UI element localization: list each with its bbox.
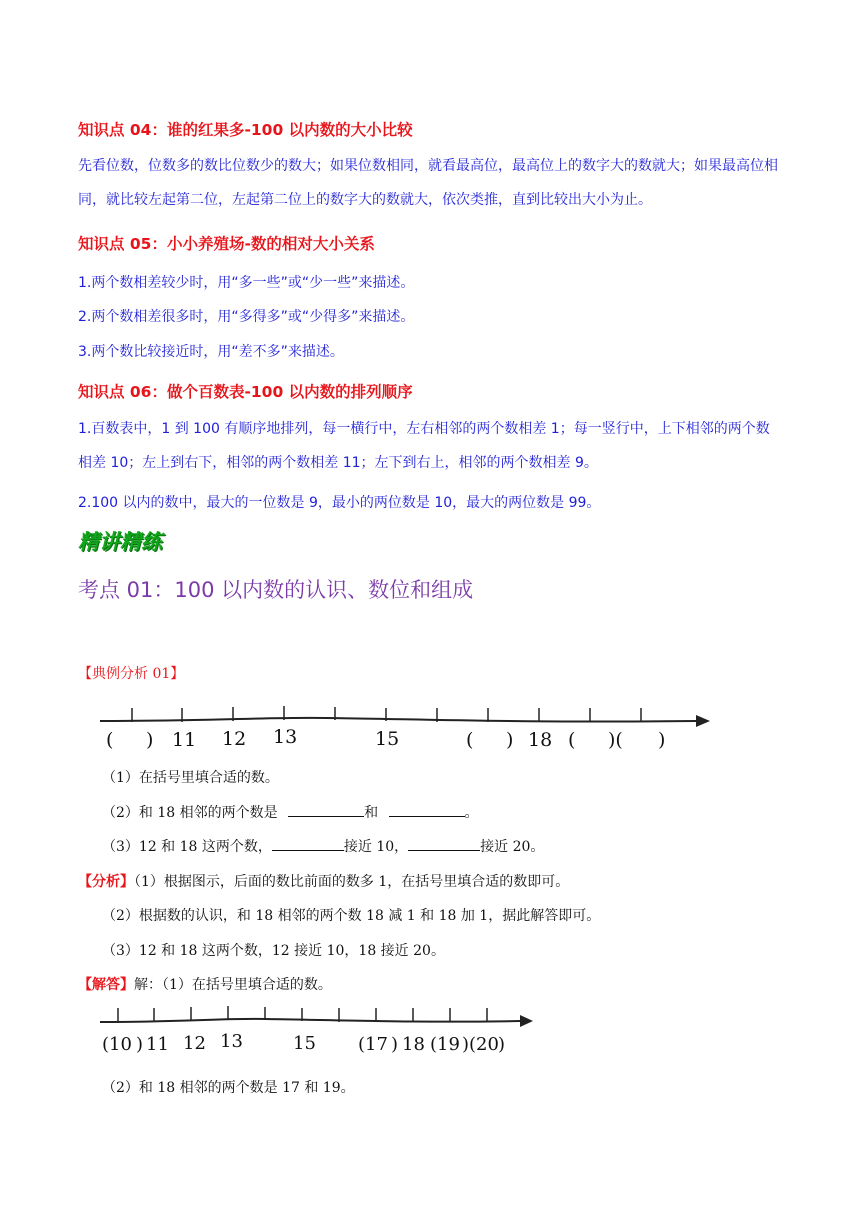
question-2-text: （2）和 18 相邻的两个数是 xyxy=(102,805,278,821)
nl2-paren-close-17: ) xyxy=(391,1034,399,1055)
answer-line-1 xyxy=(78,974,332,994)
number-line-arrow-icon xyxy=(696,715,710,727)
answer-intro: 解：（1）在括号里填合适的数。 xyxy=(134,977,332,993)
knowledge-05-line-2: 2.两个数相差很多时，用“多得多”或“少得多”来描述。 xyxy=(78,309,415,325)
knowledge-05-line-3: 3.两个数比较接近时，用“差不多”来描述。 xyxy=(78,344,344,360)
nl1-paren-open-17: ( xyxy=(466,729,474,751)
nl1-label-15: 15 xyxy=(375,728,400,750)
nl1-label-11: 11 xyxy=(172,729,197,751)
nl2-label-15: 15 xyxy=(293,1033,316,1054)
nl1-paren-open-19: ( xyxy=(568,729,576,751)
knowledge-heading-05: 知识点 05：小小养殖场-数的相对大小关系 xyxy=(78,235,375,253)
nl2-paren-close-10: ) xyxy=(136,1034,144,1055)
nl2-label-12: 12 xyxy=(183,1033,206,1054)
example-tag: 【典例分析 01】 xyxy=(78,666,185,682)
nl1-paren-open-10: ( xyxy=(106,729,114,751)
analysis-line-1 xyxy=(78,871,569,891)
analysis-line-3: （3）12 和 18 这两个数，12 接近 10，18 接近 20。 xyxy=(102,943,445,959)
question-2-and: 和 xyxy=(364,805,379,821)
topic-title: 考点 01：100 以内数的认识、数位和组成 xyxy=(78,578,474,602)
nl1-paren-19-20: )( xyxy=(608,729,623,751)
nl2-label-17: (17 xyxy=(358,1034,388,1055)
nl1-label-12: 12 xyxy=(222,728,247,750)
question-3-end: 接近 20。 xyxy=(480,839,545,855)
knowledge-heading-06: 知识点 06：做个百数表-100 以内数的排列顺序 xyxy=(78,383,413,401)
number-line-question xyxy=(96,700,716,754)
number-line-answer xyxy=(96,1002,536,1064)
answer-line-axis xyxy=(100,1019,520,1022)
question-3 xyxy=(102,836,544,856)
question-1: （1）在括号里填合适的数。 xyxy=(102,770,279,786)
question-3-text: （3）12 和 18 这两个数， xyxy=(102,839,272,855)
question-2-end: 。 xyxy=(464,805,479,821)
nl2-label-11: 11 xyxy=(146,1034,169,1055)
answer-blank-3[interactable] xyxy=(272,836,344,851)
nl1-paren-close-17: ) xyxy=(506,729,514,751)
analysis-line-2: （2）根据数的认识，和 18 相邻的两个数 18 减 1 和 18 加 1，据此解答即可。 xyxy=(102,908,601,924)
knowledge-heading-04: 知识点 04：谁的红果多-100 以内数的大小比较 xyxy=(78,121,413,139)
answer-line-2: （2）和 18 相邻的两个数是 17 和 19。 xyxy=(102,1080,355,1096)
answer-tag: 【解答】 xyxy=(78,977,134,993)
answer-blank-2[interactable] xyxy=(389,802,465,817)
answer-blank-4[interactable] xyxy=(408,836,480,851)
nl2-label-18: 18 xyxy=(402,1034,425,1055)
nl1-paren-close-20: ) xyxy=(658,729,666,751)
knowledge-06-line-2: 2.100 以内的数中，最大的一位数是 9，最小的两位数是 10，最大的两位数是 99。 xyxy=(78,495,601,511)
answer-line-arrow-icon xyxy=(520,1015,533,1027)
question-3-mid: 接近 10， xyxy=(343,839,409,855)
question-2 xyxy=(102,802,479,822)
analysis-tag: 【分析】 xyxy=(78,874,134,890)
number-line-axis xyxy=(100,718,696,722)
nl1-paren-close-10: ) xyxy=(146,729,154,751)
nl1-label-18: 18 xyxy=(528,729,553,751)
knowledge-04-text: 先看位数，位数多的数比位数少的数大；如果位数相同，就看最高位，最高位上的数字大的数就大；如果最高位相同，就比较左起第二位，左起第二位上的数字大的数就大，依次类推，直到比较出大小为止。 xyxy=(78,158,778,208)
section-title: 精讲精练 xyxy=(78,530,162,554)
nl2-paren-close-20: ) xyxy=(498,1034,506,1055)
analysis-text-1: （1）根据图示，后面的数比前面的数多 1，在括号里填合适的数即可。 xyxy=(134,874,570,890)
knowledge-05-line-1: 1.两个数相差较少时，用“多一些”或“少一些”来描述。 xyxy=(78,275,415,291)
knowledge-06-line-1: 1.百数表中，1 到 100 有顺序地排列，每一横行中，左右相邻的两个数相差 1；每一竖行中，上下相邻的两个数相差 10；左上到右下，相邻的两个数相差 11；左下到右上，相邻的两个数相差 9。 xyxy=(78,421,770,471)
nl1-label-13: 13 xyxy=(273,726,298,748)
nl2-label-19-20: )(20 xyxy=(462,1034,499,1055)
nl2-label-19: (19 xyxy=(430,1034,460,1055)
answer-blank-1[interactable] xyxy=(288,802,364,817)
answer-line-ticks xyxy=(118,1006,487,1022)
nl2-label-10: (10 xyxy=(102,1034,132,1055)
nl2-label-13: 13 xyxy=(220,1031,243,1052)
